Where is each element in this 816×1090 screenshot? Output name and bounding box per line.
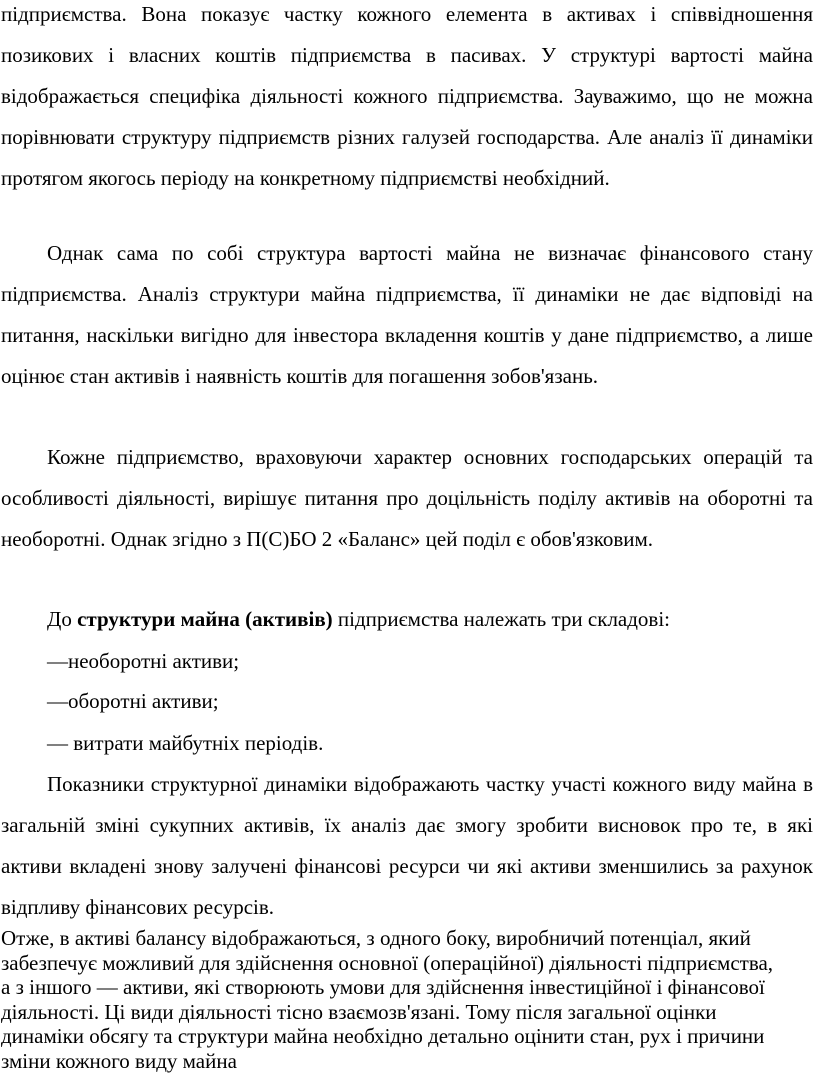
list-item-3: — витрати майбутніх періодів. (47, 731, 324, 755)
paragraph-1: підприємства. Вона показує частку кожного елемента в активах і співвідношення позикових і власних коштів підприємства в пасивах. У структурі вартості майна відображається специфіка діяльності кожного підприємства. Зауважимо, що не можна порівнювати структуру підприємств різних галузей господарства. Але аналіз її динаміки протягом якогось періоду на конкретному підприємстві необхідний. (1, 2, 813, 190)
paragraph-4 (47, 605, 670, 633)
paragraph-4-suffix: підприємства належать три складові: (332, 607, 671, 631)
paragraph-6: Отже, в активі балансу відображаються, з одного боку, виробничий потенціал, який забезпечує можливий для здійснення основної (операційної) діяльності підприємства, а з іншого — активи, які створюють умови для здійснення інвестиційної і фінансової діяльності. Ці види діяльності тісно взаємозв'язані. Тому після загальної оцінки динаміки обсягу та структури майна необхідно детально оцінити стан, рух і причини зміни кожного виду майна (1, 926, 774, 1073)
paragraph-3: Кожне підприємство, враховуючи характер основних господарських операцій та особливості діяльності, вирішує питання про доцільність поділу активів на оборотні та необоротні. Однак згідно з П(С)БО 2 «Баланс» цей поділ є обов'язковим. (1, 445, 813, 551)
list-item-1: —необоротні активи; (47, 649, 240, 673)
paragraph-5: Показники структурної динаміки відображають частку участі кожного виду майна в загальній зміні сукупних активів, їх аналіз дає змогу зробити висновок про те, в які активи вкладені знову залучені фінансові ресурси чи які активи зменшились за рахунок відпливу фінансових ресурсів. (1, 772, 813, 919)
paragraph-4-bold: структури майна (активів) (77, 607, 333, 631)
list-item-2: —оборотні активи; (47, 689, 219, 713)
paragraph-4-prefix: До (47, 607, 78, 631)
paragraph-2: Однак сама по собі структура вартості майна не визначає фінансового стану підприємства. Аналіз структури майна підприємства, її динаміки не дає відповіді на питання, наскільки вигідно для інвестора вкладення коштів у дане підприємство, а лише оцінює стан активів і наявність коштів для погашення зобов'язань. (1, 241, 813, 388)
